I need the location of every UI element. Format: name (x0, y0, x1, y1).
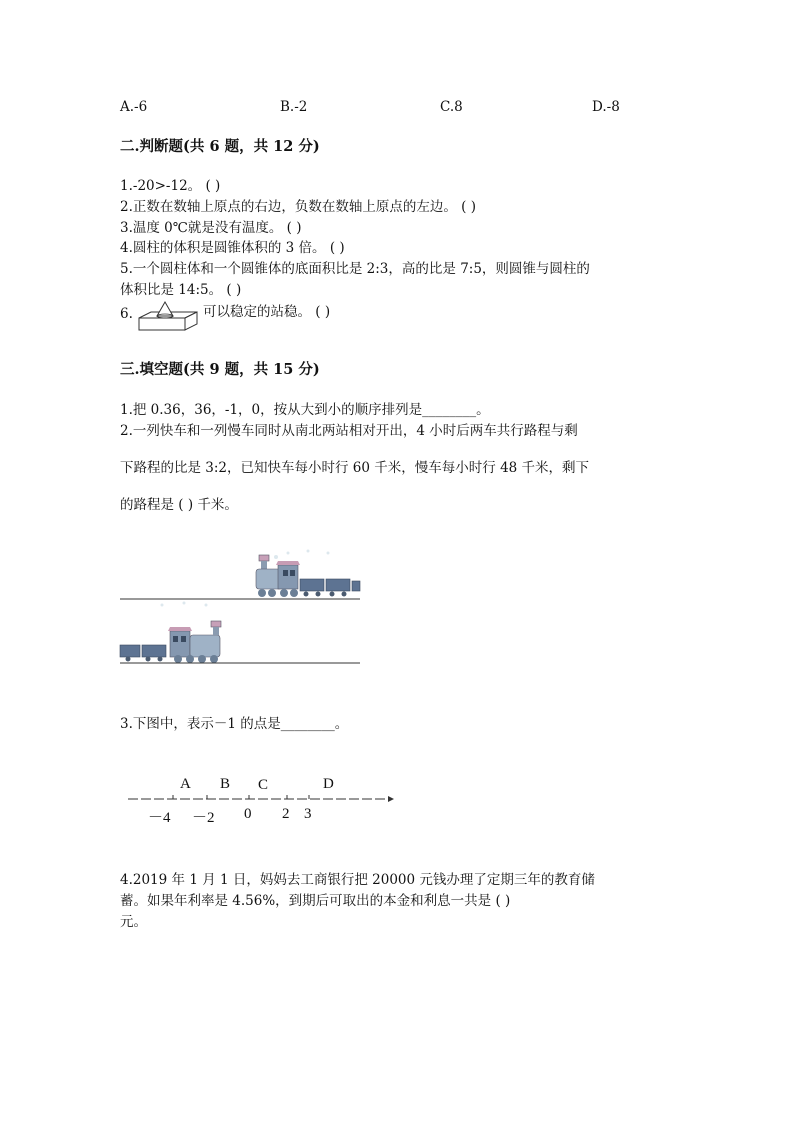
judge-q5-line1: 5.一个圆柱体和一个圆锥体的底面积比是 2:3，高的比是 7:5，则圆锥与圆柱的 (120, 261, 590, 277)
tick-label-3: 3 (304, 806, 312, 822)
fill-q4-line1: 4.2019 年 1 月 1 日，妈妈去工商银行把 20000 元钱办理了定期三年的教育储 (120, 872, 595, 888)
point-c-label: C (258, 777, 269, 793)
slow-train (120, 602, 221, 664)
judge-q3: 3.温度 0℃就是没有温度。 ( ) (120, 220, 302, 236)
fill-q4-line2: 蓄。如果年利率是 4.56%，到期后可取出的本金和利息一共是 ( ) (120, 893, 511, 909)
point-b-label: B (220, 776, 231, 792)
tick-label-neg2: －2 (192, 810, 215, 826)
fill-q2-line3: 的路程是 ( ) 千米。 (120, 497, 238, 513)
option-a: A.-6 (120, 99, 148, 115)
tick-label-2: 2 (282, 806, 290, 822)
fast-train (256, 550, 360, 598)
judge-q6-text: 可以稳定的站稳。 ( ) (203, 304, 331, 320)
option-b: B.-2 (280, 99, 308, 115)
trains-illustration (118, 545, 364, 667)
fill-q3: 3.下图中，表示－1 的点是________。 (120, 716, 349, 732)
tick-label-0: 0 (244, 806, 252, 822)
section3-heading: 三.填空题(共 9 题，共 15 分) (120, 361, 320, 378)
option-d: D.-8 (592, 99, 620, 115)
option-c: C.8 (440, 99, 463, 115)
section2-heading: 二.判断题(共 6 题，共 12 分) (120, 138, 320, 155)
judge-q2: 2.正数在数轴上原点的右边，负数在数轴上原点的左边。 ( ) (120, 199, 476, 215)
fill-q2-line2: 下路程的比是 3:2，已知快车每小时行 60 千米，慢车每小时行 48 千米，剩下 (120, 460, 590, 476)
judge-q1: 1.-20>-12。 ( ) (120, 178, 221, 194)
fill-q2-line1: 2.一列快车和一列慢车同时从南北两站相对开出，4 小时后两车共行路程与剩 (120, 423, 578, 439)
tick-label-neg4: －4 (148, 810, 171, 826)
cone-on-box-figure (137, 300, 199, 332)
fill-q4-line3: 元。 (120, 914, 147, 930)
point-a-label: A (180, 776, 191, 792)
fill-q1: 1.把 0.36，36，-1，0，按从大到小的顺序排列是________。 (120, 402, 490, 418)
judge-q6-prefix: 6. (120, 306, 133, 322)
judge-q4: 4.圆柱的体积是圆锥体积的 3 倍。 ( ) (120, 240, 345, 256)
point-d-label: D (323, 776, 334, 792)
judge-q5-line2: 体积比是 14:5。 ( ) (120, 282, 242, 298)
